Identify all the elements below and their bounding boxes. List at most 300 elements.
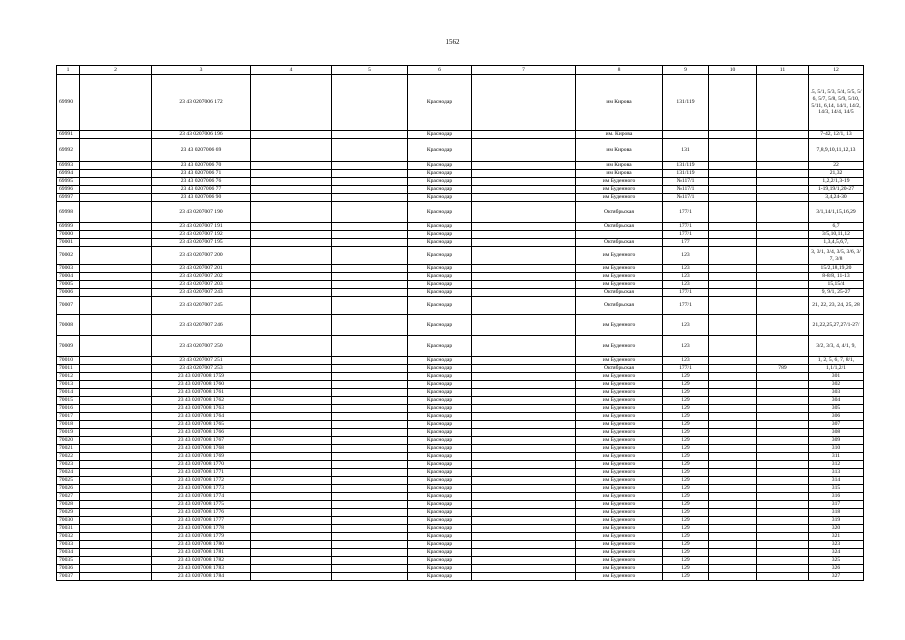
cell-cadastral: 23 43 0207008 1768 <box>152 445 251 453</box>
cell-col7 <box>472 170 576 178</box>
table-row <box>57 525 864 533</box>
cell-city: Краснодар <box>408 178 472 186</box>
cell-house: 131/119 <box>663 162 709 170</box>
cell-number: 69998 <box>57 202 80 223</box>
cell-rooms: 1-19,19/1,20-27 <box>809 186 864 194</box>
cell-street: им Буденного <box>576 485 663 493</box>
table-row <box>57 239 864 247</box>
cell-col4 <box>251 389 332 397</box>
cell-col10 <box>709 421 757 429</box>
cell-col5 <box>332 421 408 429</box>
cell-street: им Буденного <box>576 565 663 573</box>
cell-col2 <box>80 373 152 381</box>
cell-rooms: 315 <box>809 485 864 493</box>
cell-house: 123 <box>663 315 709 336</box>
cell-col4 <box>251 501 332 509</box>
cell-col2 <box>80 453 152 461</box>
cell-rooms: 3,4,24-30 <box>809 194 864 202</box>
cell-number: 70021 <box>57 445 80 453</box>
cell-col11 <box>757 541 809 549</box>
cell-number: 69997 <box>57 194 80 202</box>
cell-number: 70014 <box>57 389 80 397</box>
cell-number: 70017 <box>57 413 80 421</box>
cell-col10 <box>709 281 757 289</box>
cell-street: им Буденного <box>576 549 663 557</box>
cell-col7 <box>472 541 576 549</box>
cell-col10 <box>709 405 757 413</box>
cell-house: 177/1 <box>663 365 709 373</box>
cell-city: Краснодар <box>408 469 472 477</box>
table-row <box>57 139 864 162</box>
cell-street: им Буденного <box>576 437 663 445</box>
cell-col5 <box>332 405 408 413</box>
cell-house: 129 <box>663 397 709 405</box>
cell-col2 <box>80 239 152 247</box>
table-row <box>57 265 864 273</box>
cell-col10 <box>709 297 757 315</box>
cell-col10 <box>709 469 757 477</box>
cell-col2 <box>80 573 152 581</box>
cell-cadastral: 23 43 0207007 200 <box>152 247 251 265</box>
cell-cadastral: 23 43 0207006 196 <box>152 131 251 139</box>
cell-cadastral: 23 43 0207008 1776 <box>152 509 251 517</box>
cell-house: 177/1 <box>663 231 709 239</box>
cell-house: №117/1 <box>663 186 709 194</box>
cell-number: 70030 <box>57 517 80 525</box>
cell-col5 <box>332 453 408 461</box>
cell-col4 <box>251 397 332 405</box>
cell-col2 <box>80 247 152 265</box>
cell-col7 <box>472 509 576 517</box>
cell-cadastral: 23 43 0207006 70 <box>152 162 251 170</box>
cell-col2 <box>80 231 152 239</box>
cell-number: 70023 <box>57 461 80 469</box>
cell-col11 <box>757 477 809 485</box>
cell-street: им Буденного <box>576 541 663 549</box>
cell-col10 <box>709 289 757 297</box>
cell-col11 <box>757 397 809 405</box>
cell-rooms: 15/2,18,19,20 <box>809 265 864 273</box>
cell-street: им Кирова <box>576 170 663 178</box>
cell-cadastral: 23 43 0207006 90 <box>152 194 251 202</box>
cell-col2 <box>80 445 152 453</box>
table-row <box>57 453 864 461</box>
cell-rooms: 323 <box>809 541 864 549</box>
cell-col5 <box>332 297 408 315</box>
cell-city: Краснодар <box>408 453 472 461</box>
cell-number: 70022 <box>57 453 80 461</box>
cell-city: Краснодар <box>408 445 472 453</box>
cell-house: 129 <box>663 509 709 517</box>
cell-col10 <box>709 273 757 281</box>
cell-number: 69996 <box>57 186 80 194</box>
cell-col2 <box>80 178 152 186</box>
cell-col5 <box>332 373 408 381</box>
cell-col11 <box>757 336 809 357</box>
cell-col5 <box>332 281 408 289</box>
cell-col7 <box>472 186 576 194</box>
cell-number: 70013 <box>57 381 80 389</box>
table-row <box>57 289 864 297</box>
cell-col5 <box>332 437 408 445</box>
cell-col4 <box>251 231 332 239</box>
cell-col7 <box>472 289 576 297</box>
cell-cadastral: 23 43 0207008 1777 <box>152 517 251 525</box>
cell-city: Краснодар <box>408 223 472 231</box>
cell-rooms: 312 <box>809 461 864 469</box>
cell-city: Краснодар <box>408 437 472 445</box>
cell-col7 <box>472 453 576 461</box>
table-row <box>57 405 864 413</box>
cell-col7 <box>472 549 576 557</box>
cell-street: им Буденного <box>576 186 663 194</box>
cell-col4 <box>251 381 332 389</box>
cell-col7 <box>472 485 576 493</box>
cell-col2 <box>80 139 152 162</box>
cell-col4 <box>251 549 332 557</box>
cell-col7 <box>472 381 576 389</box>
column-header: 10 <box>709 66 757 75</box>
cell-col10 <box>709 239 757 247</box>
cell-col11 <box>757 297 809 315</box>
cell-number: 70031 <box>57 525 80 533</box>
cell-number: 70024 <box>57 469 80 477</box>
cell-cadastral: 23 43 0207008 1766 <box>152 429 251 437</box>
cell-col4 <box>251 557 332 565</box>
cell-col4 <box>251 541 332 549</box>
cell-city: Краснодар <box>408 381 472 389</box>
cell-number: 69999 <box>57 223 80 231</box>
table-row <box>57 336 864 357</box>
cell-col4 <box>251 453 332 461</box>
cell-col2 <box>80 405 152 413</box>
cell-col5 <box>332 223 408 231</box>
cell-col7 <box>472 194 576 202</box>
cell-col4 <box>251 485 332 493</box>
cell-rooms: 303 <box>809 389 864 397</box>
cell-house: 129 <box>663 373 709 381</box>
cell-col4 <box>251 131 332 139</box>
table-row <box>57 477 864 485</box>
cell-col2 <box>80 469 152 477</box>
cell-number: 70033 <box>57 541 80 549</box>
table-row <box>57 162 864 170</box>
cell-col4 <box>251 139 332 162</box>
column-header: 11 <box>757 66 809 75</box>
cell-rooms: 1,2,2/1,3-19 <box>809 178 864 186</box>
cell-cadastral: 23 43 0207008 1778 <box>152 525 251 533</box>
cell-number: 70016 <box>57 405 80 413</box>
cell-house: 129 <box>663 437 709 445</box>
cell-number: 70006 <box>57 289 80 297</box>
cell-cadastral: 23 43 0207008 1765 <box>152 421 251 429</box>
cell-city: Краснодар <box>408 170 472 178</box>
cell-col4 <box>251 445 332 453</box>
cell-city: Краснодар <box>408 405 472 413</box>
cell-col4 <box>251 170 332 178</box>
cell-col5 <box>332 186 408 194</box>
cell-col5 <box>332 162 408 170</box>
table-row <box>57 281 864 289</box>
cell-rooms: 318 <box>809 509 864 517</box>
cell-col10 <box>709 477 757 485</box>
cell-col10 <box>709 389 757 397</box>
cell-number: 70037 <box>57 573 80 581</box>
cell-cadastral: 23 43 0207008 1783 <box>152 565 251 573</box>
cell-rooms: 316 <box>809 493 864 501</box>
cell-city: Краснодар <box>408 485 472 493</box>
cell-col5 <box>332 525 408 533</box>
cell-col4 <box>251 421 332 429</box>
cell-street: им Кирова <box>576 75 663 131</box>
cell-col11 <box>757 525 809 533</box>
table-row <box>57 397 864 405</box>
cell-city: Краснодар <box>408 289 472 297</box>
cell-number: 69994 <box>57 170 80 178</box>
cell-city: Краснодар <box>408 501 472 509</box>
cell-number: 70035 <box>57 557 80 565</box>
page-number: 1562 <box>445 38 460 46</box>
cell-cadastral: 23 43 0207008 1779 <box>152 533 251 541</box>
cell-street: им Буденного <box>576 453 663 461</box>
cell-col5 <box>332 365 408 373</box>
cell-col5 <box>332 315 408 336</box>
cell-cadastral: 23 43 0207007 243 <box>152 289 251 297</box>
table-row <box>57 365 864 373</box>
table-row <box>57 273 864 281</box>
cell-street: им Буденного <box>576 336 663 357</box>
cell-col4 <box>251 429 332 437</box>
cell-col4 <box>251 247 332 265</box>
column-header: 5 <box>332 66 408 75</box>
cell-cadastral: 23 43 0207008 1781 <box>152 549 251 557</box>
cell-col2 <box>80 429 152 437</box>
cell-house: 177/1 <box>663 297 709 315</box>
cell-col2 <box>80 533 152 541</box>
cell-col4 <box>251 336 332 357</box>
cell-cadastral: 23 43 0207007 203 <box>152 281 251 289</box>
cell-rooms: 21, 22, 23, 24, 25, 28 <box>809 297 864 315</box>
cell-rooms: 308 <box>809 429 864 437</box>
table-row <box>57 549 864 557</box>
cell-col10 <box>709 549 757 557</box>
cell-house: 129 <box>663 549 709 557</box>
cell-city: Краснодар <box>408 421 472 429</box>
table-row <box>57 469 864 477</box>
cell-col5 <box>332 289 408 297</box>
cell-col11 <box>757 131 809 139</box>
cell-col2 <box>80 170 152 178</box>
cell-col2 <box>80 357 152 365</box>
cell-col10 <box>709 357 757 365</box>
cell-number: 69995 <box>57 178 80 186</box>
cell-col10 <box>709 139 757 162</box>
cell-col10 <box>709 493 757 501</box>
cell-col10 <box>709 231 757 239</box>
cell-rooms: 327 <box>809 573 864 581</box>
cell-number: 70025 <box>57 477 80 485</box>
cell-col5 <box>332 549 408 557</box>
cell-city: Краснодар <box>408 413 472 421</box>
cell-col11 <box>757 453 809 461</box>
cell-col7 <box>472 573 576 581</box>
cell-col5 <box>332 573 408 581</box>
column-header: 6 <box>408 66 472 75</box>
cell-city: Краснодар <box>408 565 472 573</box>
cell-col2 <box>80 525 152 533</box>
cell-col11 <box>757 501 809 509</box>
cell-col4 <box>251 194 332 202</box>
cell-number: 70011 <box>57 365 80 373</box>
cell-street: Октябрьская <box>576 202 663 223</box>
cell-street: им Буденного <box>576 557 663 565</box>
cell-street: им Буденного <box>576 509 663 517</box>
cell-city: Краснодар <box>408 194 472 202</box>
cell-col2 <box>80 509 152 517</box>
cell-col11 <box>757 389 809 397</box>
cell-col11 <box>757 281 809 289</box>
cell-col7 <box>472 178 576 186</box>
cell-col5 <box>332 541 408 549</box>
cell-city: Краснодар <box>408 549 472 557</box>
cell-col11: 789 <box>757 365 809 373</box>
table-row <box>57 75 864 131</box>
cell-col2 <box>80 223 152 231</box>
cell-col7 <box>472 75 576 131</box>
cell-col5 <box>332 131 408 139</box>
cell-col2 <box>80 281 152 289</box>
table-row <box>57 421 864 429</box>
cell-rooms: 3, 3/1, 3/4, 3/5, 3/6, 3/7, 3/8 <box>809 247 864 265</box>
table-row <box>57 315 864 336</box>
cell-city: Краснодар <box>408 389 472 397</box>
cell-rooms: 7,8,9,10,11,12,13 <box>809 139 864 162</box>
cell-rooms: 21,32 <box>809 170 864 178</box>
cell-col7 <box>472 389 576 397</box>
cell-rooms: 1,3,4,5,6,7, <box>809 239 864 247</box>
cell-col10 <box>709 485 757 493</box>
cell-street: Октябрьская <box>576 365 663 373</box>
table-row <box>57 413 864 421</box>
table-row <box>57 541 864 549</box>
cell-col4 <box>251 186 332 194</box>
cell-col11 <box>757 445 809 453</box>
cell-col10 <box>709 178 757 186</box>
table-row <box>57 357 864 365</box>
cell-street: им Буденного <box>576 477 663 485</box>
table-row <box>57 186 864 194</box>
table-row <box>57 557 864 565</box>
cell-city: Краснодар <box>408 247 472 265</box>
cell-col2 <box>80 397 152 405</box>
cell-col10 <box>709 509 757 517</box>
cell-number: 70009 <box>57 336 80 357</box>
cell-col4 <box>251 517 332 525</box>
cell-col5 <box>332 533 408 541</box>
cell-col4 <box>251 493 332 501</box>
cell-cadastral: 23 43 0207007 250 <box>152 336 251 357</box>
cell-col7 <box>472 477 576 485</box>
cell-col5 <box>332 429 408 437</box>
cell-col2 <box>80 517 152 525</box>
cell-number: 70010 <box>57 357 80 365</box>
cell-col7 <box>472 469 576 477</box>
cell-street: Октябрьская <box>576 239 663 247</box>
cell-col4 <box>251 178 332 186</box>
cell-col11 <box>757 289 809 297</box>
cell-rooms: 301 <box>809 373 864 381</box>
cell-house: 129 <box>663 533 709 541</box>
cell-cadastral: 23 43 0207008 1760 <box>152 381 251 389</box>
cell-city: Краснодар <box>408 239 472 247</box>
cell-number: 69993 <box>57 162 80 170</box>
cell-col7 <box>472 273 576 281</box>
register-table <box>56 65 864 581</box>
cell-col5 <box>332 170 408 178</box>
column-header: 7 <box>472 66 576 75</box>
cell-col7 <box>472 429 576 437</box>
cell-cadastral: 23 43 0207007 195 <box>152 239 251 247</box>
cell-col7 <box>472 281 576 289</box>
cell-col10 <box>709 223 757 231</box>
cell-city: Краснодар <box>408 493 472 501</box>
cell-cadastral: 23 43 0207007 253 <box>152 365 251 373</box>
cell-col11 <box>757 139 809 162</box>
cell-col2 <box>80 273 152 281</box>
cell-cadastral: 23 43 0207008 1759 <box>152 373 251 381</box>
cell-street: им Буденного <box>576 405 663 413</box>
cell-city: Краснодар <box>408 297 472 315</box>
cell-city: Краснодар <box>408 131 472 139</box>
cell-cadastral: 23 43 0207008 1761 <box>152 389 251 397</box>
cell-col10 <box>709 336 757 357</box>
cell-street: им Буденного <box>576 445 663 453</box>
cell-col7 <box>472 365 576 373</box>
cell-rooms: 314 <box>809 477 864 485</box>
cell-city: Краснодар <box>408 273 472 281</box>
cell-col5 <box>332 231 408 239</box>
cell-col5 <box>332 397 408 405</box>
cell-house <box>663 131 709 139</box>
cell-col5 <box>332 501 408 509</box>
cell-city: Краснодар <box>408 429 472 437</box>
table-row <box>57 247 864 265</box>
table-row <box>57 565 864 573</box>
cell-rooms: 304 <box>809 397 864 405</box>
cell-col4 <box>251 223 332 231</box>
cell-col7 <box>472 162 576 170</box>
cell-col2 <box>80 186 152 194</box>
cell-col11 <box>757 162 809 170</box>
cell-cadastral: 23 43 0207008 1773 <box>152 485 251 493</box>
cell-number: 69992 <box>57 139 80 162</box>
table-row <box>57 131 864 139</box>
cell-col11 <box>757 429 809 437</box>
cell-col4 <box>251 573 332 581</box>
cell-col11 <box>757 493 809 501</box>
cell-col2 <box>80 437 152 445</box>
cell-number: 70003 <box>57 265 80 273</box>
cell-rooms: 313 <box>809 469 864 477</box>
cell-col2 <box>80 413 152 421</box>
cell-city: Краснодар <box>408 517 472 525</box>
cell-col11 <box>757 273 809 281</box>
cell-rooms: 320 <box>809 525 864 533</box>
cell-col10 <box>709 194 757 202</box>
cell-col5 <box>332 239 408 247</box>
cell-cadastral: 23 43 0207008 1782 <box>152 557 251 565</box>
cell-col7 <box>472 461 576 469</box>
